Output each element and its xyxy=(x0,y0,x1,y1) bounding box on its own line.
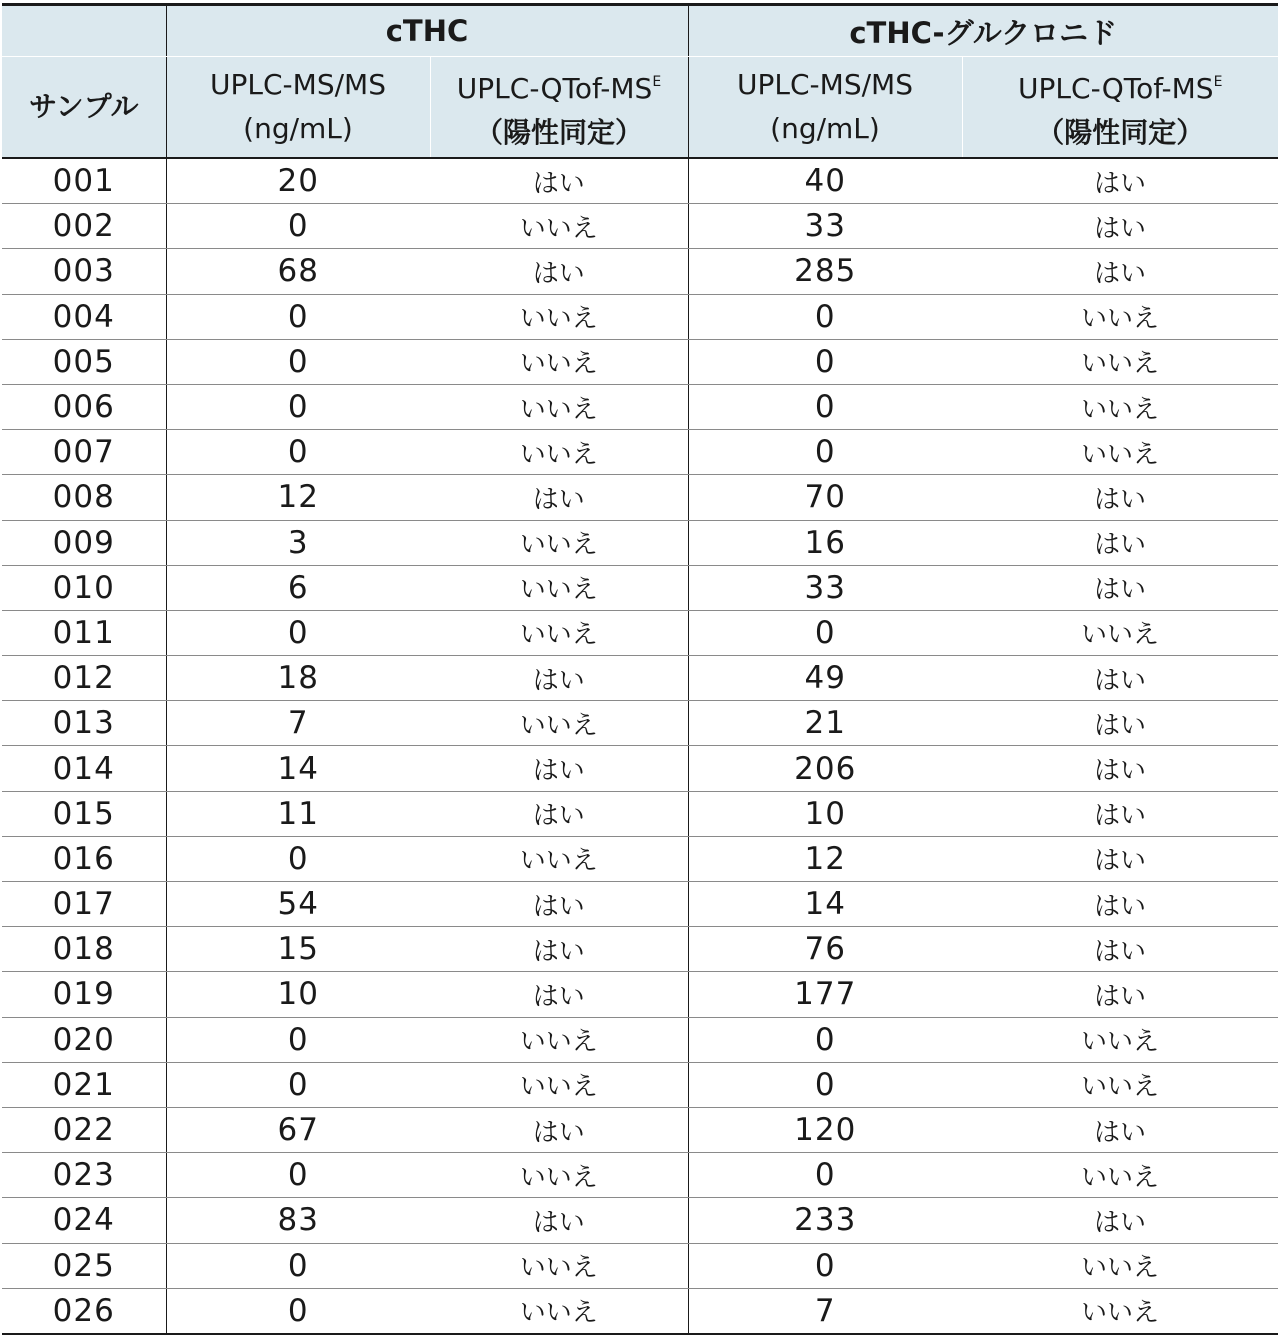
table-row xyxy=(2,927,1278,972)
table-row xyxy=(2,882,1278,927)
cell-gluc-qtof: はい xyxy=(962,158,1278,204)
cell-gluc-msms: 40 xyxy=(688,158,962,204)
cell-cthc-qtof: いいえ xyxy=(430,1243,688,1288)
cell-cthc-qtof: いいえ xyxy=(430,384,688,429)
cell-sample: 009 xyxy=(2,520,166,565)
cell-gluc-qtof: はい xyxy=(962,746,1278,791)
cell-cthc-msms: 54 xyxy=(166,882,430,927)
cell-cthc-msms: 0 xyxy=(166,610,430,655)
cell-sample: 019 xyxy=(2,972,166,1017)
cell-cthc-qtof: いいえ xyxy=(430,430,688,475)
cell-sample: 014 xyxy=(2,746,166,791)
cell-gluc-qtof: いいえ xyxy=(962,339,1278,384)
table-body xyxy=(2,158,1278,1334)
cell-cthc-msms: 0 xyxy=(166,1243,430,1288)
group-header-row xyxy=(2,5,1278,57)
cell-gluc-msms: 21 xyxy=(688,701,962,746)
cell-gluc-qtof: いいえ xyxy=(962,1062,1278,1107)
cell-sample: 001 xyxy=(2,158,166,204)
cell-gluc-qtof: はい xyxy=(962,836,1278,881)
table-row xyxy=(2,1243,1278,1288)
cell-cthc-qtof: いいえ xyxy=(430,565,688,610)
cell-cthc-msms: 0 xyxy=(166,1153,430,1198)
cell-gluc-qtof: はい xyxy=(962,791,1278,836)
table-row xyxy=(2,294,1278,339)
cell-cthc-qtof: はい xyxy=(430,882,688,927)
cell-cthc-qtof: はい xyxy=(430,158,688,204)
cell-cthc-qtof: いいえ xyxy=(430,1062,688,1107)
cell-cthc-qtof: いいえ xyxy=(430,701,688,746)
cell-gluc-msms: 14 xyxy=(688,882,962,927)
cell-gluc-msms: 49 xyxy=(688,656,962,701)
cell-gluc-qtof: いいえ xyxy=(962,1243,1278,1288)
cell-sample: 022 xyxy=(2,1107,166,1152)
table-row xyxy=(2,384,1278,429)
cell-gluc-msms: 233 xyxy=(688,1198,962,1243)
cell-cthc-qtof: いいえ xyxy=(430,610,688,655)
table-row xyxy=(2,430,1278,475)
cell-gluc-qtof: はい xyxy=(962,972,1278,1017)
cell-sample: 012 xyxy=(2,656,166,701)
column-header-line1: UPLC-MS/MS xyxy=(210,68,386,101)
table-row xyxy=(2,1288,1278,1334)
superscript-e: E xyxy=(1213,73,1223,90)
cell-gluc-msms: 10 xyxy=(688,791,962,836)
column-header-line1 xyxy=(431,60,688,111)
cell-gluc-msms: 33 xyxy=(688,565,962,610)
cell-sample: 010 xyxy=(2,565,166,610)
column-header-gluc-msms xyxy=(688,57,962,159)
cell-cthc-msms: 0 xyxy=(166,294,430,339)
cell-cthc-msms: 3 xyxy=(166,520,430,565)
group-header-cthc: cTHC xyxy=(166,5,688,57)
cell-sample: 017 xyxy=(2,882,166,927)
cell-cthc-qtof: はい xyxy=(430,249,688,294)
column-header-line2: （陽性同定） xyxy=(1036,115,1205,149)
table-row xyxy=(2,1062,1278,1107)
cell-cthc-msms: 0 xyxy=(166,384,430,429)
table-row xyxy=(2,1198,1278,1243)
subheader-row xyxy=(2,57,1278,159)
column-header-cthc-qtof xyxy=(430,57,688,159)
cell-sample: 006 xyxy=(2,384,166,429)
cell-sample: 021 xyxy=(2,1062,166,1107)
cell-cthc-qtof: はい xyxy=(430,746,688,791)
cell-sample: 003 xyxy=(2,249,166,294)
cell-cthc-qtof: はい xyxy=(430,791,688,836)
table-row xyxy=(2,204,1278,249)
cell-gluc-qtof: はい xyxy=(962,882,1278,927)
cell-gluc-msms: 7 xyxy=(688,1288,962,1334)
cell-cthc-qtof: いいえ xyxy=(430,294,688,339)
cell-sample: 011 xyxy=(2,610,166,655)
table-row xyxy=(2,791,1278,836)
cell-gluc-msms: 285 xyxy=(688,249,962,294)
cell-gluc-qtof: はい xyxy=(962,1198,1278,1243)
cell-cthc-msms: 18 xyxy=(166,656,430,701)
cell-cthc-qtof: いいえ xyxy=(430,339,688,384)
cell-cthc-qtof: いいえ xyxy=(430,520,688,565)
cell-cthc-qtof: はい xyxy=(430,475,688,520)
table-row xyxy=(2,701,1278,746)
cell-gluc-msms: 33 xyxy=(688,204,962,249)
table-row xyxy=(2,158,1278,204)
cell-gluc-msms: 0 xyxy=(688,339,962,384)
table-row xyxy=(2,972,1278,1017)
group-header-glucuronide: cTHC-グルクロニド xyxy=(688,5,1278,57)
cell-gluc-msms: 0 xyxy=(688,384,962,429)
table-row xyxy=(2,610,1278,655)
cell-gluc-msms: 0 xyxy=(688,1017,962,1062)
cell-sample: 007 xyxy=(2,430,166,475)
cell-sample: 015 xyxy=(2,791,166,836)
cell-gluc-msms: 120 xyxy=(688,1107,962,1152)
cell-sample: 016 xyxy=(2,836,166,881)
superscript-e: E xyxy=(652,73,662,90)
cell-sample: 023 xyxy=(2,1153,166,1198)
results-table xyxy=(2,3,1278,1335)
cell-cthc-msms: 0 xyxy=(166,430,430,475)
table-row xyxy=(2,746,1278,791)
cell-gluc-qtof: いいえ xyxy=(962,384,1278,429)
cell-sample: 018 xyxy=(2,927,166,972)
cell-cthc-msms: 83 xyxy=(166,1198,430,1243)
column-header-line2: (ng/mL) xyxy=(770,112,880,145)
table-row xyxy=(2,1153,1278,1198)
cell-gluc-qtof: はい xyxy=(962,927,1278,972)
cell-gluc-msms: 0 xyxy=(688,1062,962,1107)
cell-cthc-msms: 7 xyxy=(166,701,430,746)
cell-gluc-qtof: はい xyxy=(962,565,1278,610)
cell-cthc-msms: 11 xyxy=(166,791,430,836)
cell-gluc-msms: 177 xyxy=(688,972,962,1017)
table-header xyxy=(2,5,1278,159)
cell-gluc-msms: 0 xyxy=(688,1243,962,1288)
table-row xyxy=(2,836,1278,881)
table-row xyxy=(2,1107,1278,1152)
column-header-line2: (ng/mL) xyxy=(243,112,353,145)
cell-cthc-qtof: はい xyxy=(430,656,688,701)
table-row xyxy=(2,520,1278,565)
cell-cthc-msms: 68 xyxy=(166,249,430,294)
cell-cthc-msms: 0 xyxy=(166,1017,430,1062)
cell-gluc-qtof: いいえ xyxy=(962,1017,1278,1062)
cell-sample: 008 xyxy=(2,475,166,520)
cell-gluc-msms: 70 xyxy=(688,475,962,520)
cell-gluc-qtof: いいえ xyxy=(962,430,1278,475)
cell-gluc-qtof: はい xyxy=(962,475,1278,520)
cell-gluc-qtof: はい xyxy=(962,1107,1278,1152)
cell-cthc-msms: 0 xyxy=(166,1062,430,1107)
cell-sample: 005 xyxy=(2,339,166,384)
cell-sample: 020 xyxy=(2,1017,166,1062)
cell-cthc-qtof: いいえ xyxy=(519,1298,598,1329)
table-row xyxy=(2,339,1278,384)
cell-cthc-qtof: いいえ xyxy=(430,1153,688,1198)
cell-gluc-msms: 0 xyxy=(688,1153,962,1198)
cell-cthc-msms: 6 xyxy=(166,565,430,610)
cell-gluc-msms: 0 xyxy=(688,430,962,475)
table-row xyxy=(2,249,1278,294)
group-header-empty xyxy=(2,5,166,57)
cell-gluc-qtof: いいえ xyxy=(962,1153,1278,1198)
table-row xyxy=(2,565,1278,610)
cell-cthc-msms: 0 xyxy=(166,204,430,249)
cell-gluc-msms: 0 xyxy=(688,610,962,655)
cell-cthc-qtof: はい xyxy=(430,1107,688,1152)
cell-gluc-qtof: はい xyxy=(962,656,1278,701)
cell-cthc-msms: 0 xyxy=(166,339,430,384)
cell-cthc-msms: 14 xyxy=(166,746,430,791)
cell-cthc-qtof: いいえ xyxy=(430,836,688,881)
cell-sample: 004 xyxy=(2,294,166,339)
cell-gluc-qtof: いいえ xyxy=(962,294,1278,339)
cell-sample: 026 xyxy=(52,1292,115,1329)
cell-cthc-msms: 12 xyxy=(166,475,430,520)
cell-cthc-msms: 20 xyxy=(166,158,430,204)
cell-gluc-qtof: いいえ xyxy=(1080,1298,1159,1329)
cell-gluc-msms: 0 xyxy=(688,294,962,339)
column-header-cthc-msms xyxy=(166,57,430,159)
column-header-text: UPLC-QTof-MS xyxy=(456,71,653,105)
cell-gluc-msms: 206 xyxy=(688,746,962,791)
cell-gluc-msms: 76 xyxy=(688,927,962,972)
cell-gluc-qtof: はい xyxy=(962,701,1278,746)
table-row xyxy=(2,656,1278,701)
cell-gluc-qtof: はい xyxy=(962,520,1278,565)
cell-cthc-qtof: いいえ xyxy=(430,204,688,249)
cell-sample: 025 xyxy=(2,1243,166,1288)
cell-sample: 013 xyxy=(2,701,166,746)
cell-cthc-qtof: はい xyxy=(430,1198,688,1243)
cell-sample: 002 xyxy=(2,204,166,249)
sample-column-header: サンプル xyxy=(2,57,166,159)
cell-cthc-msms: 0 xyxy=(166,836,430,881)
column-header-text: UPLC-QTof-MS xyxy=(1018,71,1214,105)
cell-gluc-msms: 16 xyxy=(688,520,962,565)
cell-cthc-qtof: はい xyxy=(430,927,688,972)
cell-cthc-qtof: はい xyxy=(430,972,688,1017)
column-header-line1: UPLC-MS/MS xyxy=(737,68,913,101)
table-row xyxy=(2,1017,1278,1062)
cell-cthc-msms: 0 xyxy=(166,1288,430,1334)
cell-sample: 024 xyxy=(2,1198,166,1243)
column-header-gluc-qtof xyxy=(962,57,1278,159)
cell-cthc-msms: 15 xyxy=(166,927,430,972)
cell-gluc-qtof: はい xyxy=(962,249,1278,294)
table-row xyxy=(2,475,1278,520)
cell-gluc-qtof: はい xyxy=(962,204,1278,249)
cell-cthc-msms: 10 xyxy=(166,972,430,1017)
column-header-line2: （陽性同定） xyxy=(474,115,643,149)
cell-cthc-qtof: いいえ xyxy=(430,1017,688,1062)
cell-gluc-msms: 12 xyxy=(688,836,962,881)
column-header-line1 xyxy=(963,60,1279,111)
cell-cthc-msms: 67 xyxy=(166,1107,430,1152)
cell-gluc-qtof: いいえ xyxy=(962,610,1278,655)
